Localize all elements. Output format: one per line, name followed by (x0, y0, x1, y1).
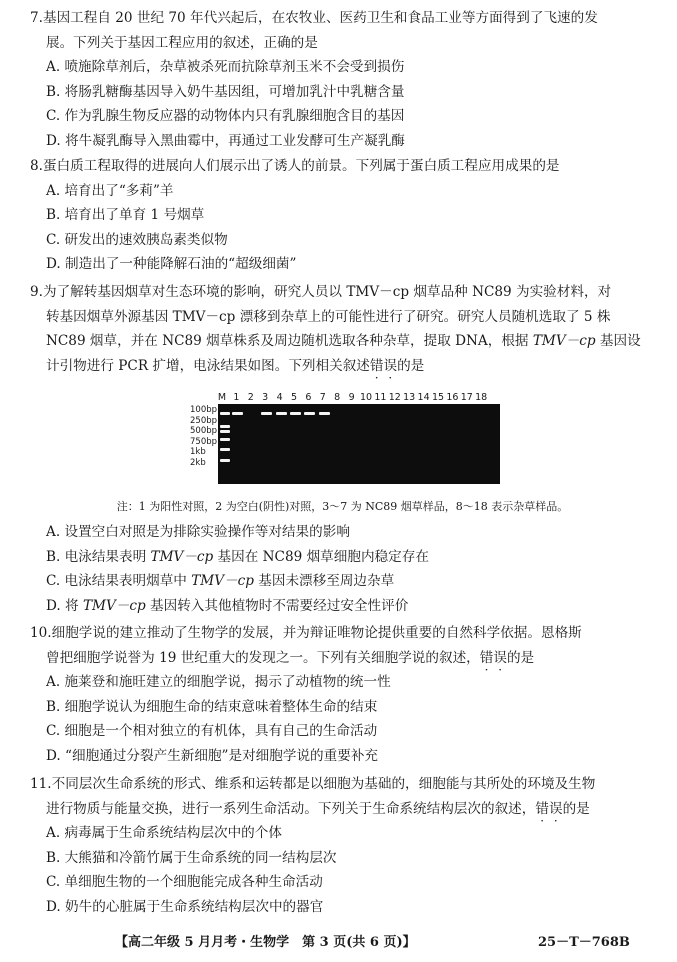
gel-electrophoresis-figure (190, 392, 500, 488)
q9-option-b-text: B. 电泳结果表明 (46, 548, 151, 565)
q8-option-b: B. 培育出了单育 1 号烟草 (46, 207, 205, 224)
gel-lane-label: 10 (359, 392, 373, 403)
q9-stem-line-4 (30, 354, 655, 379)
q7-option-c: C. 作为乳腺生物反应器的动物体内只有乳腺细胞含目的基因 (46, 108, 405, 125)
gel-sample-band (290, 412, 301, 415)
gel-ladder-band (220, 438, 230, 441)
gel-sample-band (276, 412, 287, 415)
gel-lane-label: 15 (431, 392, 445, 403)
q8-option-d: D. 制造出了一种能降解石油的“超级细菌” (46, 256, 297, 273)
emphasis-char: 误 (493, 649, 507, 666)
gene-name-italic: TMV－cp (191, 573, 254, 590)
q10-stem-line-1: 10.细胞学说的建立推动了生物学的发展，并为辩证唯物论提供重要的自然科学依据。恩格斯 (30, 625, 582, 641)
gel-lane-label: 18 (475, 392, 488, 403)
gel-sample-band (319, 412, 330, 415)
question-8 (30, 154, 655, 277)
q10-option-c: C. 细胞是一个相对独立的有机体，具有自己的生命活动 (46, 723, 378, 740)
q11-stem-2-text: 进行物质与能量交换，进行一系列生命活动。下列关于生命系统结构层次的叙述， (46, 800, 536, 817)
gel-ladder-band (220, 459, 230, 462)
gel-lane-label: 7 (319, 392, 326, 403)
gel-marker-label: 100bp (190, 405, 218, 415)
q8-stem-line-1: 8.蛋白质工程取得的进展向人们展示出了诱人的前景。下列属于蛋白质工程应用成果的是 (30, 158, 560, 174)
q8-option-a: A. 培育出了“多莉”羊 (46, 182, 174, 199)
gene-name-italic: TMV－cp (82, 597, 146, 614)
q10-stem-line-2 (30, 646, 655, 671)
gel-marker-label: 750bp (190, 436, 218, 447)
question-9-options (30, 520, 655, 618)
gel-lane-label: 17 (460, 392, 473, 403)
q9-option-a: A. 设置空白对照是为排除实验操作等对结果的影响 (46, 524, 350, 540)
page-footer (0, 928, 677, 952)
q9-option-b (30, 545, 655, 570)
gel-sample-band (304, 412, 315, 415)
question-10 (30, 621, 655, 769)
q9-stem-3-tail: 基因设 (595, 333, 641, 350)
gene-name-italic: TMV－cp (150, 548, 214, 565)
q11-option-a: A. 病毒属于生命系统结构层次中的个体 (46, 825, 282, 842)
q11-option-c: C. 单细胞生物的一个细胞能完成各种生命活动 (46, 874, 323, 891)
q10-option-d: D. “细胞通过分裂产生新细胞”是对细胞学说的重要补充 (46, 747, 379, 764)
gel-marker-label: 2kb (190, 457, 206, 468)
emphasis-char: 误 (548, 800, 563, 817)
q7-option-b: B. 将肠乳糖酶基因导入奶牛基因组，可增加乳汁中乳糖含量 (46, 83, 405, 100)
footer-code: 25－T－768B (538, 935, 630, 950)
q11-stem-line-2 (30, 797, 655, 822)
q7-option-a: A. 喷施除草剂后，杂草被杀死而抗除草剂玉米不会受到损伤 (46, 59, 405, 76)
gel-lane-label: 13 (403, 392, 416, 403)
q7-stem-line-2: 展。下列关于基因工程应用的叙述，正确的是 (46, 34, 318, 51)
gel-sample-band (232, 412, 243, 415)
q9-stem-4-text: 计引物进行 PCR 扩增，电泳结果如图。下列相关叙述 (46, 357, 370, 374)
q11-stem-2-tail: 的是 (562, 800, 590, 817)
q11-stem-line-1: 11.不同层次生命系统的形式、维系和运转都是以细胞为基础的，细胞能与其所处的环境及生物 (30, 776, 596, 792)
q9-option-c (30, 569, 655, 594)
question-11 (30, 772, 655, 920)
q9-stem-3-text: NC89 烟草，并在 NC89 烟草株系及周边随机选取各种杂草，提取 DNA，根据 (46, 333, 533, 350)
emphasis-char: 误 (383, 357, 398, 374)
gel-lane-label: M (217, 392, 227, 403)
q9-stem-4-tail: 的是 (397, 357, 425, 374)
gel-lane-label: 2 (247, 392, 254, 403)
gel-lane-label: 3 (262, 392, 269, 403)
q7-stem-line-1: 7.基因工程自 20 世纪 70 年代兴起后，在农牧业、医药卫生和食品工业等方面得到了飞速的发 (30, 10, 598, 26)
gel-lane-label: 11 (374, 392, 387, 403)
question-7 (30, 6, 655, 154)
q9-option-d-text: D. 将 (46, 597, 83, 614)
gel-marker-label: 500bp (190, 426, 218, 436)
gel-lane-labels (217, 392, 498, 404)
q10-option-b: B. 细胞学说认为细胞生命的结束意味着整体生命的结束 (46, 698, 378, 715)
gel-lane-label: 14 (417, 392, 430, 403)
q9-option-d-tail: 基因转入其他植物时不需要经过安全性评价 (145, 597, 409, 614)
q9-stem-line-2: 转基因烟草外源基因 TMV－cp 漂移到杂草上的可能性进行了研究。研究人员随机选取了 5 株 (46, 308, 611, 325)
q9-stem-line-3 (30, 329, 655, 354)
footer-title: 【高二年级 5 月月考・生物学 第 3 页(共 6 页)】 (115, 935, 416, 950)
q11-option-b: B. 大熊猫和冷箭竹属于生命系统的同一结构层次 (46, 849, 337, 866)
q9-option-c-tail: 基因未漂移至周边杂草 (253, 573, 395, 590)
q10-option-a: A. 施莱登和施旺建立的细胞学说，揭示了动植物的统一性 (46, 674, 391, 691)
gel-marker-label: 1kb (190, 447, 206, 457)
gene-name-italic: TMV－cp (532, 333, 596, 350)
gel-marker-label: 250bp (190, 415, 218, 426)
gel-image (218, 404, 500, 484)
emphasis-char: 错 (369, 357, 384, 374)
gel-ladder-band (220, 412, 230, 415)
q10-stem-2-tail: 的是 (506, 649, 535, 666)
q8-option-c: C. 研发出的速效胰岛素类似物 (46, 231, 228, 248)
q9-option-b-tail: 基因在 NC89 烟草细胞内稳定存在 (213, 548, 429, 565)
gel-lane-label: 8 (334, 392, 341, 403)
gel-sample-band (261, 412, 272, 415)
q11-option-d: D. 奶牛的心脏属于生命系统结构层次中的器官 (46, 898, 324, 915)
q9-option-c-text: C. 电泳结果表明烟草中 (46, 573, 192, 590)
question-9 (30, 280, 655, 378)
q7-option-d: D. 将牛凝乳酶导入黑曲霉中，再通过工业发酵可生产凝乳酶 (46, 132, 405, 149)
gel-lane-label: 5 (290, 392, 298, 403)
gel-lane-label: 12 (388, 392, 401, 403)
emphasis-char: 错 (479, 649, 494, 666)
q10-stem-2-text: 曾把细胞学说誉为 19 世纪重大的发现之一。下列有关细胞学说的叙述， (46, 649, 480, 666)
gel-lane-label: 6 (305, 392, 312, 403)
emphasis-char: 错 (535, 800, 549, 817)
figure-note: 注：1 为阳性对照，2 为空白(阴性)对照，3～7 为 NC89 烟草样品，8～18 表示杂草样品。 (116, 500, 569, 513)
q9-stem-line-1: 9.为了解转基因烟草对生态环境的影响，研究人员以 TMV－cp 烟草品种 NC89 为实验材料，对 (30, 284, 612, 300)
gel-ladder-band (220, 430, 230, 433)
gel-ladder-band (220, 425, 230, 428)
gel-ladder-band (220, 448, 230, 451)
gel-lane-label: 16 (446, 392, 459, 403)
gel-lane-label: 4 (276, 392, 283, 403)
gel-lane-label: 1 (233, 392, 240, 403)
q9-option-d (30, 594, 655, 619)
gel-lane-label: 9 (348, 392, 355, 403)
